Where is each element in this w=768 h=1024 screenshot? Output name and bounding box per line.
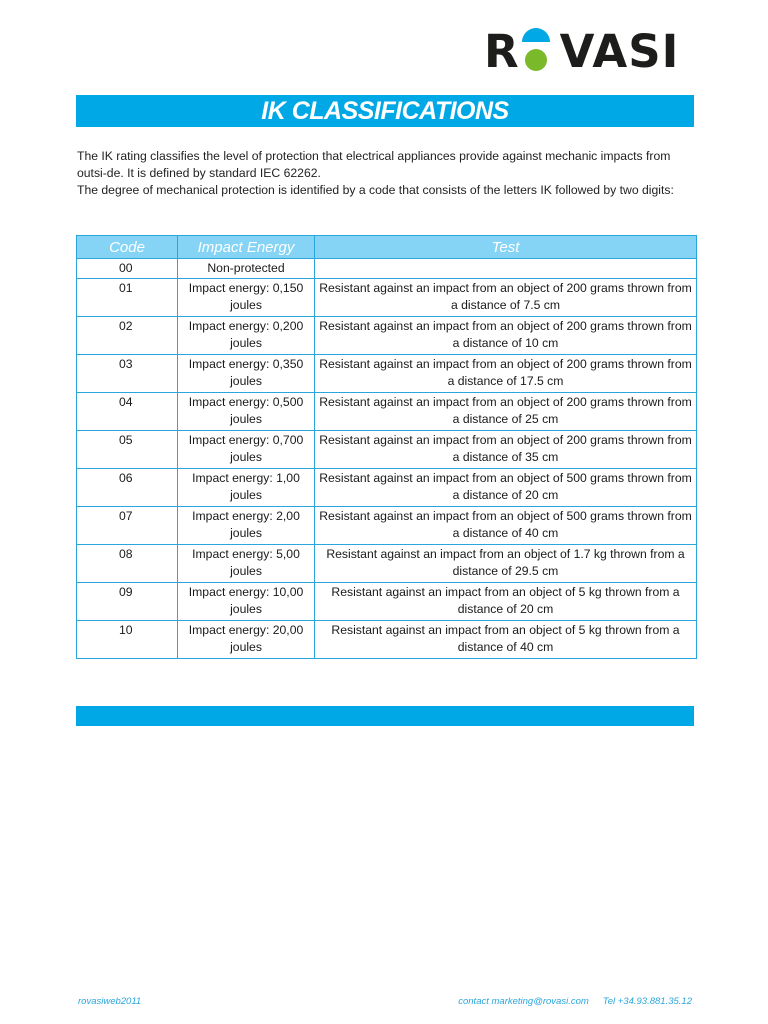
code-cell: 02 [77,317,178,355]
table-row [77,393,697,431]
table-row [77,317,697,355]
code-cell: 08 [77,545,178,583]
energy-cell: Impact energy: 0,700 joules [178,431,315,469]
intro-text [77,148,697,199]
energy-cell: Impact energy: 0,200 joules [178,317,315,355]
test-cell: Resistant against an impact from an object of 500 grams thrown from a distance of 20 cm [315,469,697,507]
table-row [77,259,697,279]
energy-cell: Impact energy: 20,00 joules [178,621,315,659]
energy-cell: Impact energy: 5,00 joules [178,545,315,583]
energy-cell: Impact energy: 0,150 joules [178,279,315,317]
table-row [77,583,697,621]
test-cell: Resistant against an impact from an object of 5 kg thrown from a distance of 20 cm [315,583,697,621]
code-cell: 07 [77,507,178,545]
code-cell: 00 [77,259,178,279]
logo-o-mark-icon [516,20,556,74]
table-row [77,279,697,317]
energy-cell: Impact energy: 10,00 joules [178,583,315,621]
footer-phone: Tel +34.93.881.35.12 [602,996,692,1007]
column-header-impact-energy: Impact Energy [178,236,315,259]
code-cell: 04 [77,393,178,431]
table-row [77,469,697,507]
energy-cell: Impact energy: 2,00 joules [178,507,315,545]
logo-wordmark [484,25,680,78]
code-cell: 06 [77,469,178,507]
column-header-test: Test [315,236,697,259]
table-row [77,431,697,469]
test-cell [315,259,697,279]
table-row [77,355,697,393]
test-cell: Resistant against an impact from an object of 1.7 kg thrown from a distance of 29.5 cm [315,545,697,583]
test-cell: Resistant against an impact from an object of 500 grams thrown from a distance of 40 cm [315,507,697,545]
test-cell: Resistant against an impact from an object of 200 grams thrown from a distance of 10 cm [315,317,697,355]
energy-cell: Non-protected [178,259,315,279]
table-header-row [77,236,697,259]
rovasi-logo [484,16,696,76]
ik-classification-table [76,235,697,659]
test-cell: Resistant against an impact from an object of 200 grams thrown from a distance of 25 cm [315,393,697,431]
logo-letter-r: R [484,25,520,78]
column-header-code: Code [77,236,178,259]
code-cell: 01 [77,279,178,317]
test-cell: Resistant against an impact from an object of 200 grams thrown from a distance of 7.5 cm [315,279,697,317]
test-cell: Resistant against an impact from an object of 200 grams thrown from a distance of 35 cm [315,431,697,469]
test-cell: Resistant against an impact from an object of 200 grams thrown from a distance of 17.5 cm [315,355,697,393]
intro-paragraph: The degree of mechanical protection is identified by a code that consists of the letters IK followed by two digits: [77,183,674,197]
footer-email: contact marketing@rovasi.com [458,996,589,1007]
code-cell: 10 [77,621,178,659]
code-cell: 09 [77,583,178,621]
page-title: IK CLASSIFICATIONS [76,95,694,127]
code-cell: 03 [77,355,178,393]
logo-letters-vasi: VASI [559,25,680,78]
section-divider-bar [76,706,694,726]
table-row [77,507,697,545]
test-cell: Resistant against an impact from an object of 5 kg thrown from a distance of 40 cm [315,621,697,659]
footer-contact [458,996,692,1007]
energy-cell: Impact energy: 0,350 joules [178,355,315,393]
footer-source: rovasiweb2011 [78,996,142,1007]
energy-cell: Impact energy: 1,00 joules [178,469,315,507]
energy-cell: Impact energy: 0,500 joules [178,393,315,431]
table-row [77,545,697,583]
code-cell: 05 [77,431,178,469]
intro-paragraph: The IK rating classifies the level of protection that electrical appliances provide against mechanic impacts from outsi-de. It is defined by standard IEC 62262. [77,149,671,180]
table-row [77,621,697,659]
